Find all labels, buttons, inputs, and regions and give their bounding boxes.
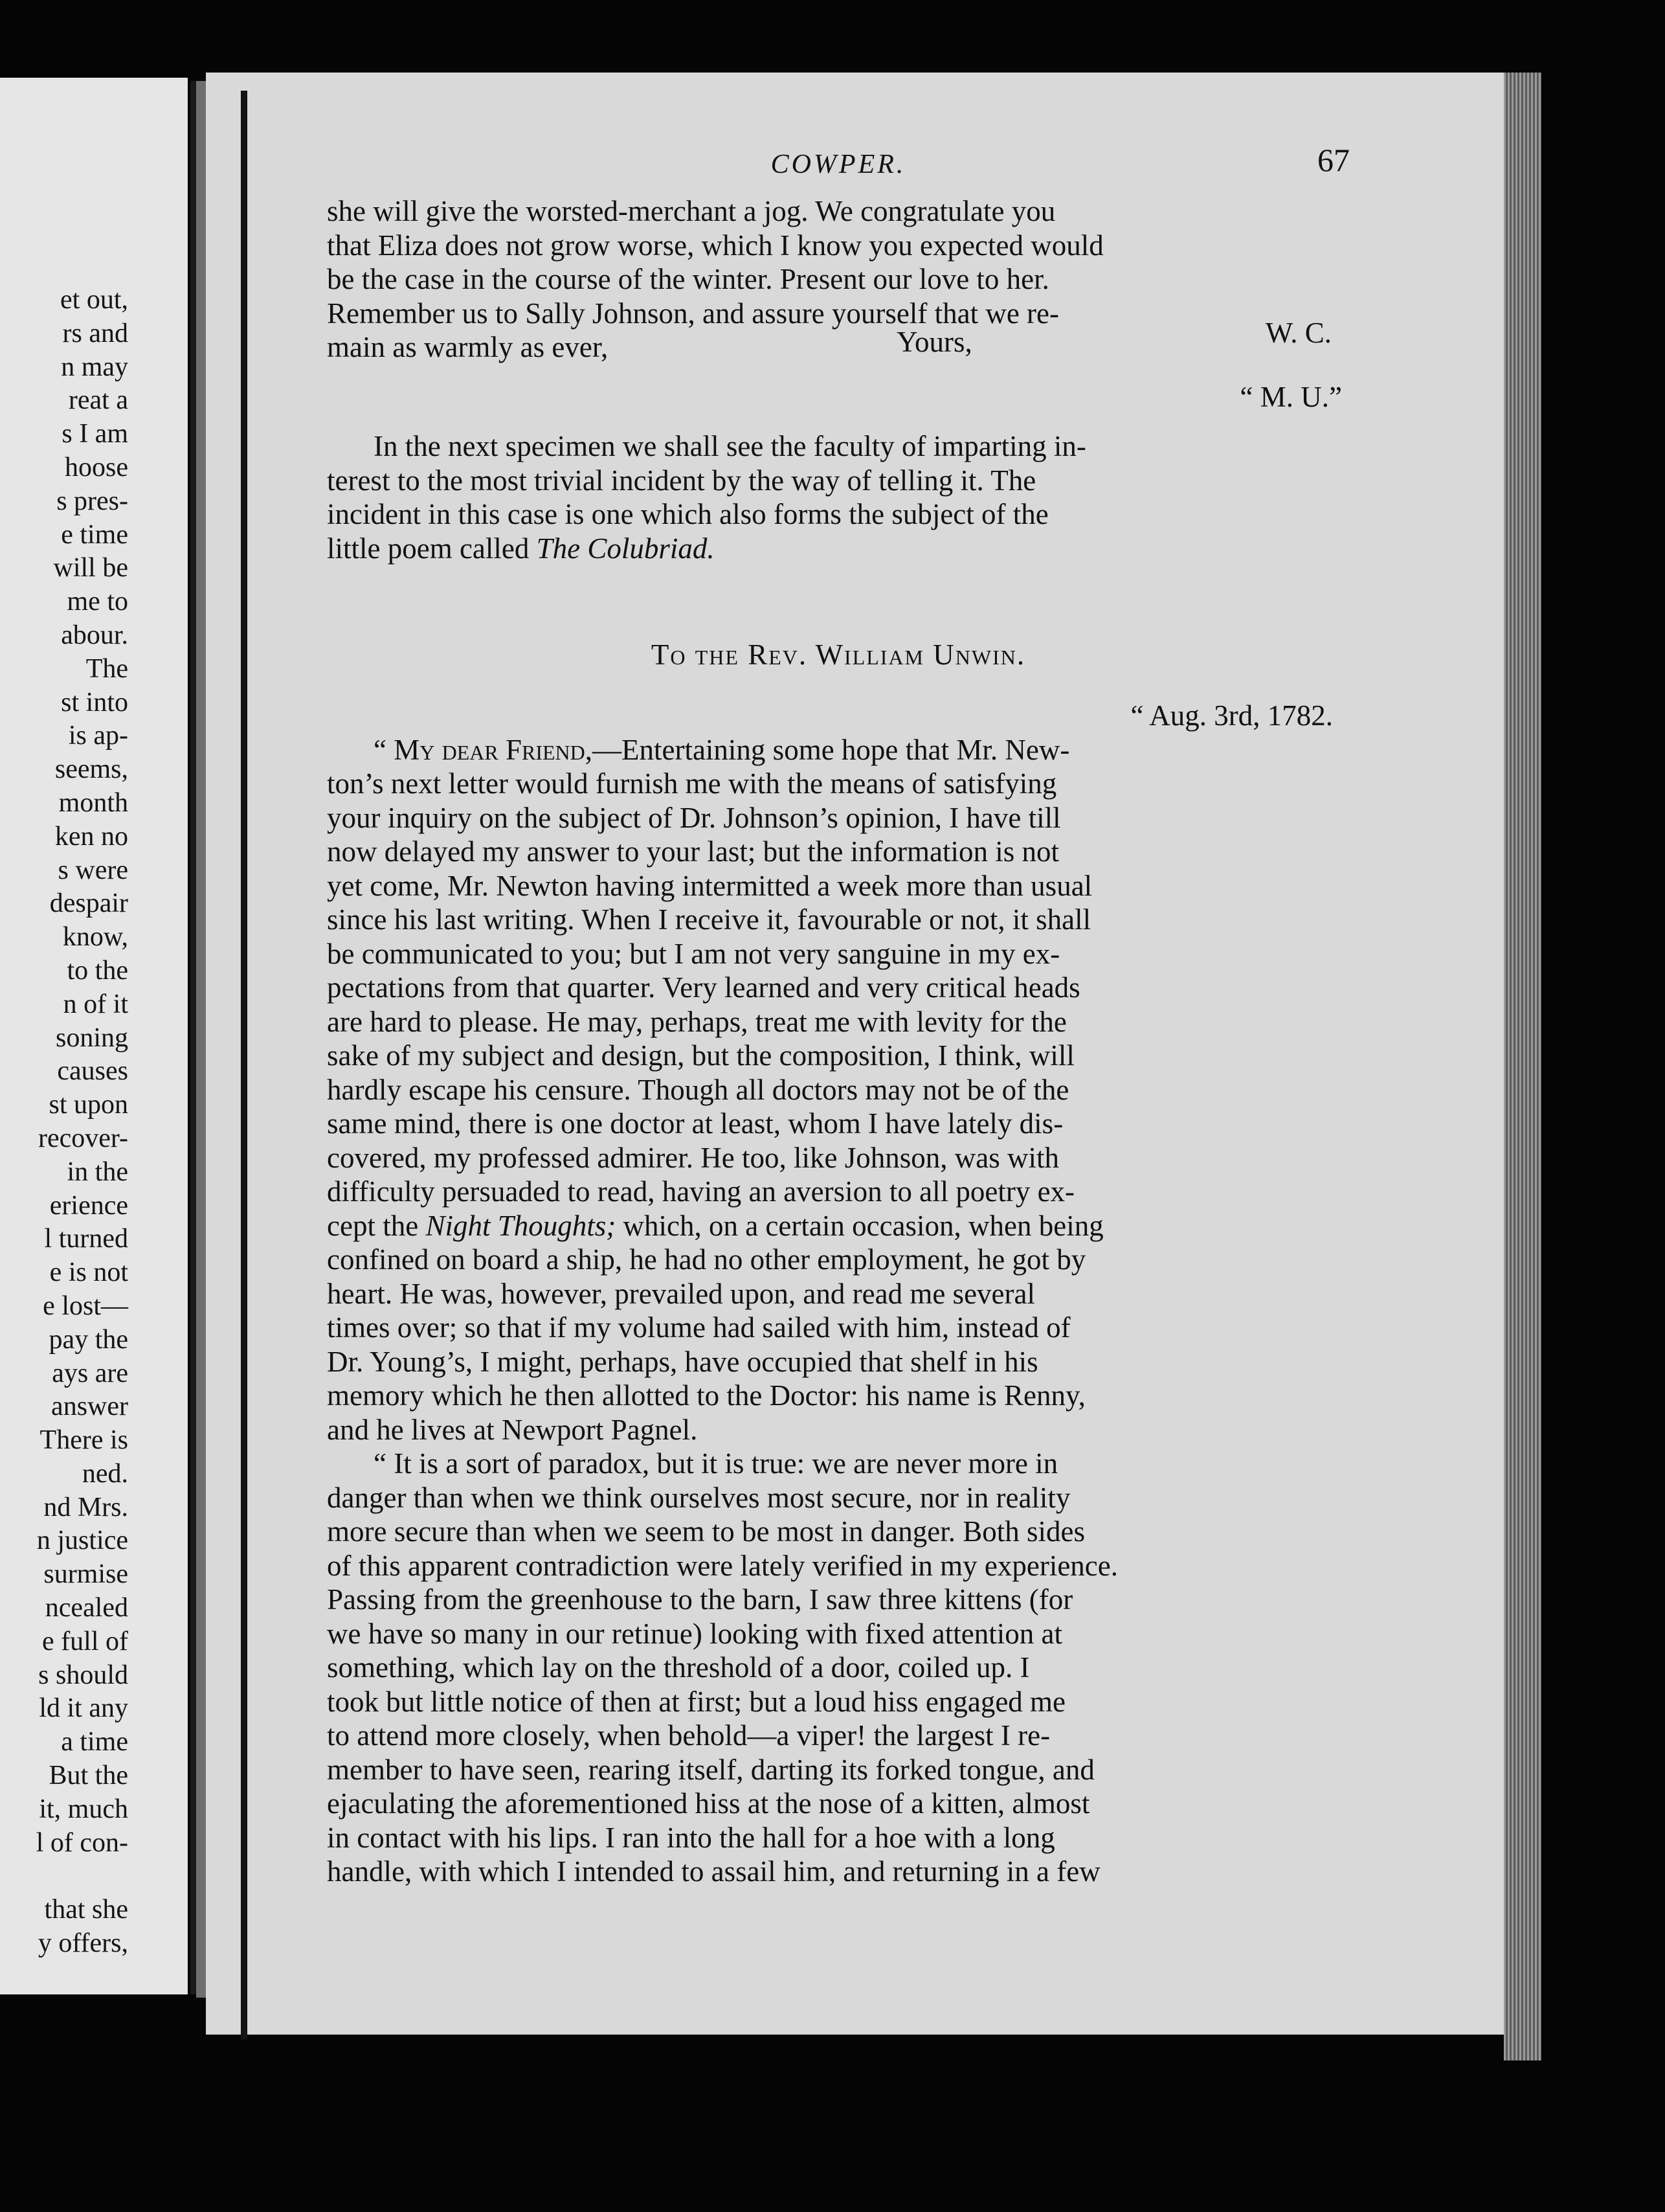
facing-page-line: recover- bbox=[38, 1123, 128, 1153]
facing-page-line: e full of bbox=[42, 1626, 128, 1656]
facing-page-line: n may bbox=[61, 352, 128, 382]
facing-page-line: despair bbox=[49, 888, 128, 919]
paragraph-line: more secure than when we seem to be most in danger. Both sides bbox=[327, 1515, 1085, 1548]
paragraph-line: ejaculating the aforementioned hiss at the nose of a kitten, almost bbox=[327, 1787, 1090, 1820]
paragraph-line: now delayed my answer to your last; but the information is not bbox=[327, 835, 1060, 868]
paragraph-line: times over; so that if my volume had sailed with him, instead of bbox=[327, 1311, 1071, 1344]
facing-page-line: e is not bbox=[49, 1258, 128, 1288]
facing-page-line: soning bbox=[55, 1022, 128, 1053]
letter-paragraph-2 bbox=[327, 1447, 1350, 1889]
paragraph-line: same mind, there is one doctor at least, whom I have lately dis- bbox=[327, 1107, 1064, 1140]
paragraph-line: are hard to please. He may, perhaps, treat me with levity for the bbox=[327, 1005, 1067, 1038]
main-page-binding-shadow bbox=[241, 91, 247, 2040]
page-header bbox=[327, 142, 1350, 194]
letter-closing-paragraph bbox=[327, 194, 1350, 413]
paragraph-line: we have so many in our retinue) looking with fixed attention at bbox=[327, 1617, 1062, 1650]
facing-page-line: nd Mrs. bbox=[43, 1492, 128, 1522]
paragraph-line: confined on board a ship, he had no other employment, he got by bbox=[327, 1243, 1086, 1276]
paragraph-line: pectations from that quarter. Very learned and very critical heads bbox=[327, 971, 1080, 1004]
facing-page-line: erience bbox=[49, 1190, 128, 1221]
facing-page-line: to the bbox=[67, 955, 128, 986]
facing-page-line: ld it any bbox=[39, 1693, 128, 1724]
paragraph-line: memory which he then allotted to the Doctor: his name is Renny, bbox=[327, 1379, 1086, 1412]
facing-page bbox=[0, 78, 188, 1994]
facing-page-line: st into bbox=[61, 687, 128, 717]
paragraph-line: since his last writing. When I receive it, favourable or not, it shall bbox=[327, 903, 1091, 936]
paragraph-line: she will give the worsted-merchant a jog. We congratulate you bbox=[327, 195, 1056, 227]
paragraph-line: sake of my subject and design, but the composition, I think, will bbox=[327, 1039, 1075, 1072]
paragraph-line: your inquiry on the subject of Dr. Johnson’s opinion, I have till bbox=[327, 801, 1061, 834]
text-run: cept the bbox=[327, 1209, 426, 1242]
paragraph-lines bbox=[327, 194, 1350, 330]
paragraph-line: member to have seen, rearing itself, darting its forked tongue, and bbox=[327, 1753, 1095, 1786]
paragraph-line: yet come, Mr. Newton having intermitted a week more than usual bbox=[327, 869, 1093, 902]
signature-row-2 bbox=[327, 365, 1350, 413]
salutation: “ My dear Friend, bbox=[374, 733, 592, 766]
facing-page-line: in the bbox=[67, 1157, 128, 1187]
facing-page-line: y offers, bbox=[38, 1928, 128, 1959]
letter-paragraph-1 bbox=[327, 733, 1350, 1447]
facing-page-line: month bbox=[58, 787, 128, 818]
facing-page-line: e lost— bbox=[43, 1291, 128, 1321]
paragraph-line: something, which lay on the threshold of a door, coiled up. I bbox=[327, 1651, 1030, 1684]
facing-page-line: ays are bbox=[52, 1358, 128, 1388]
paragraph-line bbox=[327, 733, 1350, 767]
paragraph-lines bbox=[327, 767, 1350, 1209]
paragraph-line: In the next specimen we shall see the faculty of imparting in- bbox=[374, 430, 1086, 462]
facing-page-line: surmise bbox=[43, 1559, 128, 1590]
facing-page-line: s were bbox=[58, 855, 128, 885]
paragraph-line: be communicated to you; but I am not very sanguine in my ex- bbox=[327, 937, 1060, 970]
facing-page-line: n of it bbox=[63, 989, 128, 1019]
text-run: —Entertaining some hope that Mr. New- bbox=[592, 733, 1070, 766]
text-run: which, on a certain occasion, when being bbox=[616, 1209, 1104, 1242]
facing-page-line: answer bbox=[51, 1392, 128, 1422]
facing-page-line: ncealed bbox=[45, 1593, 128, 1623]
facing-page-line: et out, bbox=[60, 285, 128, 315]
paragraph-line: be the case in the course of the winter. Present our love to her. bbox=[327, 263, 1049, 295]
paragraph-line: Remember us to Sally Johnson, and assure yourself that we re- bbox=[327, 297, 1059, 330]
poem-title: The Colubriad. bbox=[536, 532, 715, 565]
paragraph-line: that Eliza does not grow worse, which I know you expected would bbox=[327, 229, 1104, 262]
facing-page-line: hoose bbox=[65, 452, 128, 482]
signature-row bbox=[327, 317, 1350, 365]
facing-page-line: l of con- bbox=[36, 1827, 128, 1858]
paragraph-line: hardly escape his censure. Though all doctors may not be of the bbox=[327, 1073, 1069, 1106]
paragraph-line: terest to the most trivial incident by the way of telling it. The bbox=[327, 464, 1036, 497]
paragraph-line bbox=[327, 1209, 1350, 1243]
facing-page-line: But the bbox=[49, 1761, 128, 1791]
facing-page-line: There is bbox=[39, 1425, 128, 1456]
facing-page-line: causes bbox=[57, 1056, 128, 1087]
letter-date: “ Aug. 3rd, 1782. bbox=[1130, 699, 1333, 732]
paragraph-line: incident in this case is one which also forms the subject of the bbox=[327, 498, 1049, 530]
paragraph-line: and he lives at Newport Pagnel. bbox=[327, 1413, 698, 1446]
facing-page-line: n justice bbox=[36, 1526, 128, 1556]
text-run: little poem called bbox=[327, 532, 537, 565]
page-text-block bbox=[327, 142, 1350, 1889]
facing-page-line bbox=[36, 1860, 128, 1893]
paragraph-line: difficulty persuaded to read, having an aversion to all poetry ex- bbox=[327, 1175, 1075, 1208]
facing-page-line: seems, bbox=[54, 754, 128, 785]
closing-line: main as warmly as ever, bbox=[327, 331, 609, 363]
paragraph-lines bbox=[327, 429, 1350, 532]
paragraph-line: Passing from the greenhouse to the barn, I saw three kittens (for bbox=[327, 1583, 1073, 1616]
facing-page-line: st upon bbox=[49, 1090, 128, 1120]
paragraph-line bbox=[327, 532, 1350, 566]
facing-page-line: will be bbox=[53, 553, 128, 583]
paragraph-line: in contact with his lips. I ran into the hall for a hoe with a long bbox=[327, 1821, 1055, 1854]
paragraph-line: covered, my professed admirer. He too, like Johnson, was with bbox=[327, 1141, 1059, 1174]
facing-page-line: know, bbox=[62, 922, 128, 953]
facing-page-line: s I am bbox=[61, 419, 128, 449]
page-edge-shadow bbox=[190, 81, 196, 1994]
paragraph-line: took but little notice of then at first; but a loud hiss engaged me bbox=[327, 1685, 1066, 1718]
paragraph-line: “ It is a sort of paradox, but it is true: we are never more in bbox=[374, 1447, 1058, 1480]
book-title: Night Thoughts; bbox=[425, 1209, 616, 1242]
editorial-paragraph bbox=[327, 429, 1350, 565]
signature-initials-2: “ M. U.” bbox=[1240, 380, 1342, 413]
running-head: COWPER. bbox=[770, 150, 906, 179]
facing-page-line: that she bbox=[44, 1895, 128, 1925]
facing-page-line: rs and bbox=[62, 318, 128, 348]
letter-heading: To the Rev. William Unwin. bbox=[651, 638, 1026, 671]
page-number: 67 bbox=[1317, 142, 1350, 178]
facing-page-line: l turned bbox=[44, 1224, 128, 1254]
facing-page-line: The bbox=[85, 653, 128, 684]
facing-page-line: ken no bbox=[54, 821, 128, 852]
facing-page-line: abour. bbox=[61, 620, 128, 650]
facing-page-line: a time bbox=[61, 1727, 128, 1757]
paragraph-line: heart. He was, however, prevailed upon, and read me several bbox=[327, 1277, 1035, 1310]
facing-page-line: pay the bbox=[49, 1324, 128, 1355]
facing-page-line: s pres- bbox=[56, 486, 128, 516]
paragraph-line: to attend more closely, when behold—a viper! the largest I re- bbox=[327, 1719, 1051, 1752]
facing-page-line: is ap- bbox=[68, 721, 128, 751]
facing-page-line: reat a bbox=[68, 385, 128, 416]
paragraph-line: handle, with which I intended to assail him, and returning in a few bbox=[327, 1855, 1101, 1888]
facing-page-text bbox=[36, 284, 128, 1961]
facing-page-line: ned. bbox=[82, 1458, 128, 1489]
facing-page-line: it, much bbox=[39, 1794, 128, 1824]
paragraph-lines bbox=[327, 1243, 1350, 1413]
paragraph-line: Dr. Young’s, I might, perhaps, have occupied that shelf in his bbox=[327, 1345, 1038, 1378]
facing-page-line: e time bbox=[61, 519, 128, 550]
facing-page-line: s should bbox=[38, 1660, 128, 1690]
signature-initials: W. C. bbox=[1265, 317, 1332, 349]
stacked-page-edges bbox=[1504, 73, 1541, 2060]
paragraph-lines bbox=[327, 1447, 1350, 1889]
paragraph-line: ton’s next letter would furnish me with the means of satisfying bbox=[327, 767, 1057, 800]
sign-off: Yours, bbox=[897, 326, 972, 358]
facing-page-line: me to bbox=[67, 587, 128, 617]
paragraph-line: of this apparent contradiction were lately verified in my experience. bbox=[327, 1549, 1118, 1582]
paragraph-line: danger than when we think ourselves most secure, nor in reality bbox=[327, 1481, 1071, 1514]
